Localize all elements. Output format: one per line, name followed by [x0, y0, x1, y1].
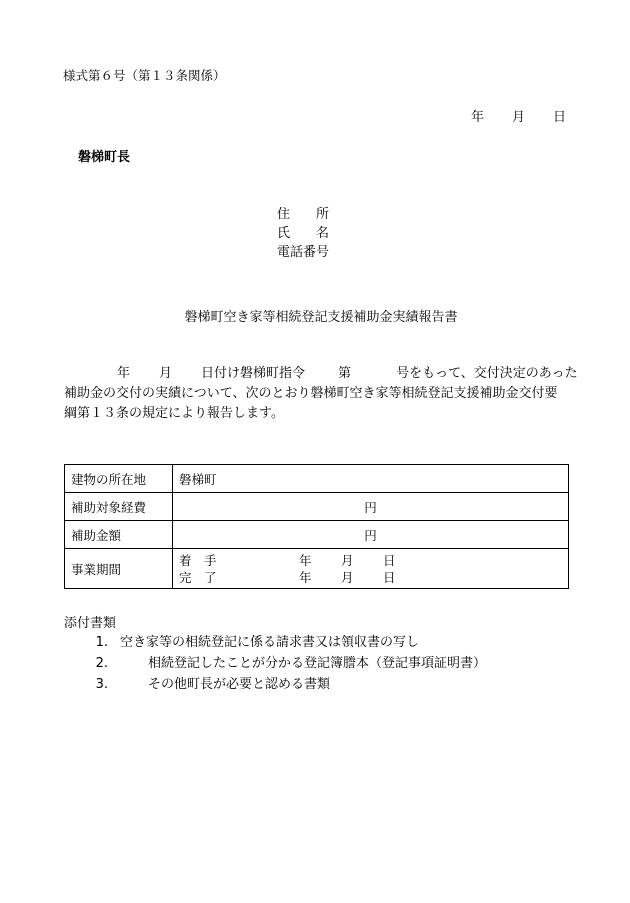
table-row [65, 493, 569, 521]
start-month: 月 [341, 552, 354, 568]
date-month: 月 [511, 110, 525, 125]
table-value: 円 [173, 521, 569, 549]
date-year: 年 [470, 110, 484, 125]
table-label: 建物の所在地 [65, 465, 173, 493]
table-row [65, 521, 569, 549]
table-row [65, 465, 569, 493]
table-label: 補助金額 [65, 521, 173, 549]
start-year: 年 [299, 552, 312, 568]
info-table [64, 464, 569, 589]
attachment-number: 3. [95, 677, 108, 692]
period-end-row [179, 569, 562, 586]
document-title: 磐梯町空き家等相続登記支援補助金実績報告書 [184, 310, 458, 325]
attachment-number: 2. [95, 656, 108, 671]
end-month: 月 [341, 569, 354, 585]
project-period-cell [173, 549, 569, 589]
body-date-suffix: 日付け磐梯町指令 [201, 366, 306, 381]
address-label: 住 所 [277, 207, 330, 222]
date-day: 日 [552, 110, 566, 125]
name-label: 氏 名 [277, 226, 330, 241]
body-dai: 第 [338, 366, 352, 381]
attachments-title: 添付書類 [64, 616, 117, 631]
form-number: 様式第６号（第１３条関係） [63, 68, 226, 83]
attachment-text: 空き家等の相続登記に係る請求書又は領収書の写し [120, 635, 420, 650]
phone-label: 電話番号 [277, 245, 330, 260]
body-line-1 [64, 364, 578, 384]
end-year: 年 [299, 569, 312, 585]
attachment-text: その他町長が必要と認める書類 [148, 677, 331, 692]
attachment-text: 相続登記したことが分かる登記簿謄本（登記事項証明書） [148, 656, 487, 671]
list-item [84, 632, 486, 653]
date-line [471, 106, 566, 125]
period-start-row [179, 552, 562, 569]
end-label: 完 了 [179, 569, 217, 585]
table-value: 磐梯町 [173, 465, 569, 493]
table-row [65, 549, 569, 589]
list-item [84, 674, 486, 695]
end-day: 日 [383, 569, 396, 585]
table-label: 補助対象経費 [65, 493, 173, 521]
body-rest: 号をもって、交付決定のあった [396, 366, 578, 381]
addressee: 磐梯町長 [78, 150, 131, 165]
start-label: 着 手 [179, 552, 217, 568]
list-item [84, 653, 486, 674]
body-text [64, 364, 578, 424]
body-year: 年 [117, 366, 131, 381]
attachments-list [84, 632, 486, 695]
table-value: 円 [173, 493, 569, 521]
body-month: 月 [159, 366, 173, 381]
start-day: 日 [383, 552, 396, 568]
body-line-2: 補助金の交付の実績について、次のとおり磐梯町空き家等相続登記支援補助金交付要 [64, 386, 558, 401]
applicant-block [277, 205, 329, 262]
attachment-number: 1. [95, 635, 108, 650]
table-label: 事業期間 [65, 549, 173, 589]
body-line-3: 綱第１３条の規定により報告します。 [64, 406, 284, 421]
